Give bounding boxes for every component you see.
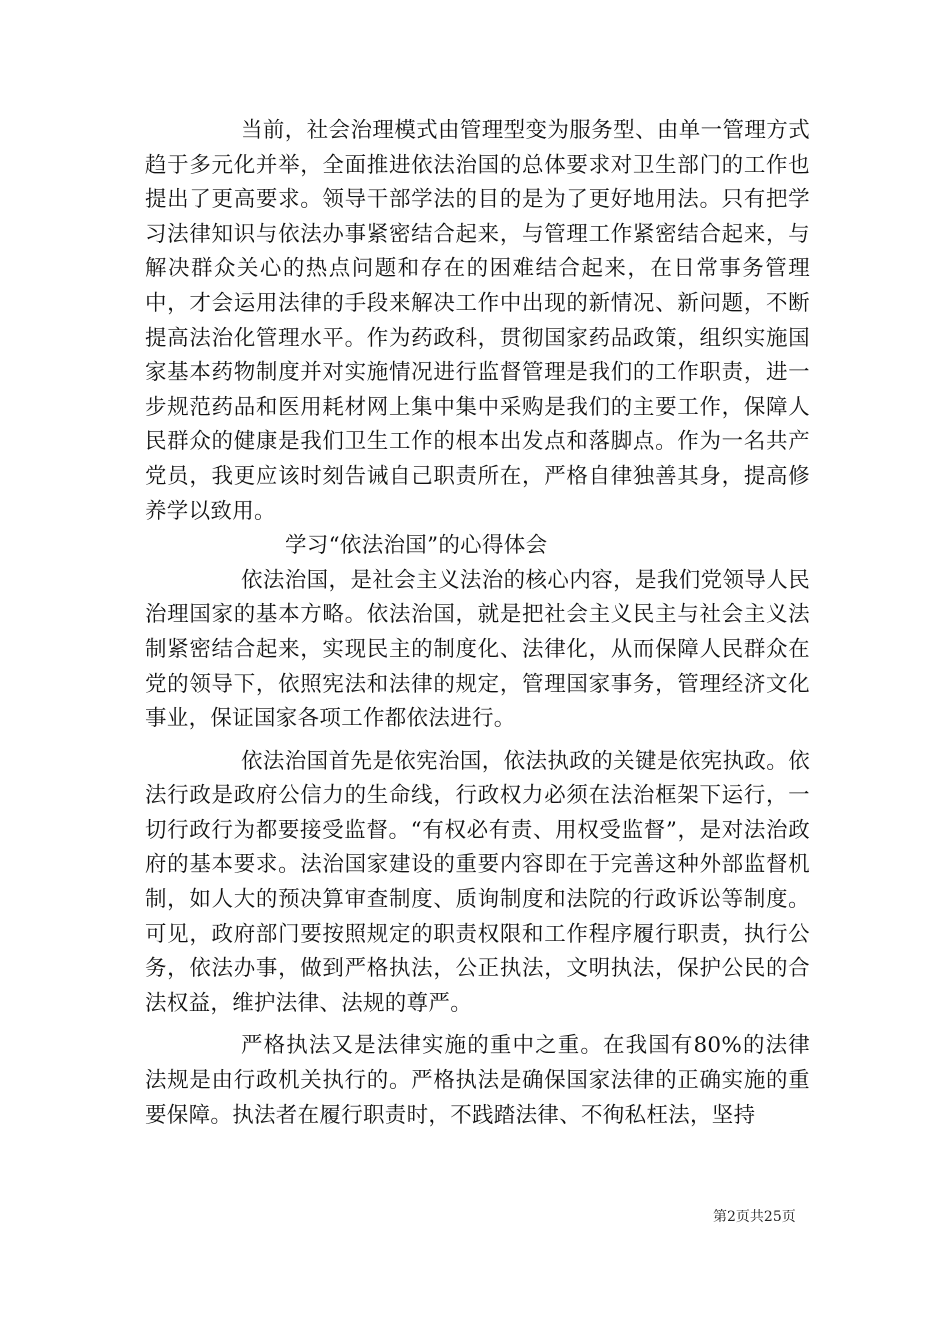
paragraph-strict-enforcement: 严格执法又是法律实施的重中之重。在我国有80%的法律法规是由行政机关执行的。严格执法是确保国家法律的正确实施的重要保障。执法者在履行职责时，不践踏法律、不徇私枉法，坚持 xyxy=(145,1033,810,1128)
paragraph-intro: 当前，社会治理模式由管理型变为服务型、由单一管理方式趋于多元化并举，全面推进依法治国的总体要求对卫生部门的工作也提出了更高要求。领导干部学法的目的是为了更好地用法。只有把学习法律知识与依法办事紧密结合起来，与管理工作紧密结合起来，与解决群众关心的热点问题和存在的困难结合起来，在日常事务管理中，才会运用法律的手段来解决工作中出现的新情况、新问题，不断提高法治化管理水平。作为药政科，贯彻国家药品政策，组织实施国家基本药物制度并对实施情况进行监督管理是我们的工作职责，进一步规范药品和医用耗材网上集中集中采购是我们的主要工作，保障人民群众的健康是我们卫生工作的根本出发点和落脚点。作为一名共产党员，我更应该时刻告诫自己职责所在，严格自律独善其身，提高修养学以致用。 xyxy=(145,118,810,524)
page-number-footer: 第2页共25页 xyxy=(713,1209,796,1225)
document-body xyxy=(145,114,810,1133)
paragraph-constitution: 依法治国首先是依宪治国，依法执政的关键是依宪执政。依法行政是政府公信力的生命线，行政权力必须在法治框架下运行，一切行政行为都要接受监督。“有权必有责、用权受监督”，是对法治政府的基本要求。法治国家建设的重要内容即在于完善这种外部监督机制，如人大的预决算审查制度、质询制度和法院的行政诉讼等制度。可见，政府部门要按照规定的职责权限和工作程序履行职责，执行公务，依法办事，做到严格执法，公正执法，文明执法，保护公民的合法权益，维护法律、法规的尊严。 xyxy=(145,748,810,1016)
paragraph-rule-of-law: 依法治国，是社会主义法治的核心内容，是我们党领导人民治理国家的基本方略。依法治国，就是把社会主义民主与社会主义法制紧密结合起来，实现民主的制度化、法律化，从而保障人民群众在党的领导下，依照宪法和法律的规定，管理国家事务，管理经济文化事业，保证国家各项工作都依法进行。 xyxy=(145,567,810,732)
section-heading: 学习“依法治国”的心得体会 xyxy=(285,533,548,559)
